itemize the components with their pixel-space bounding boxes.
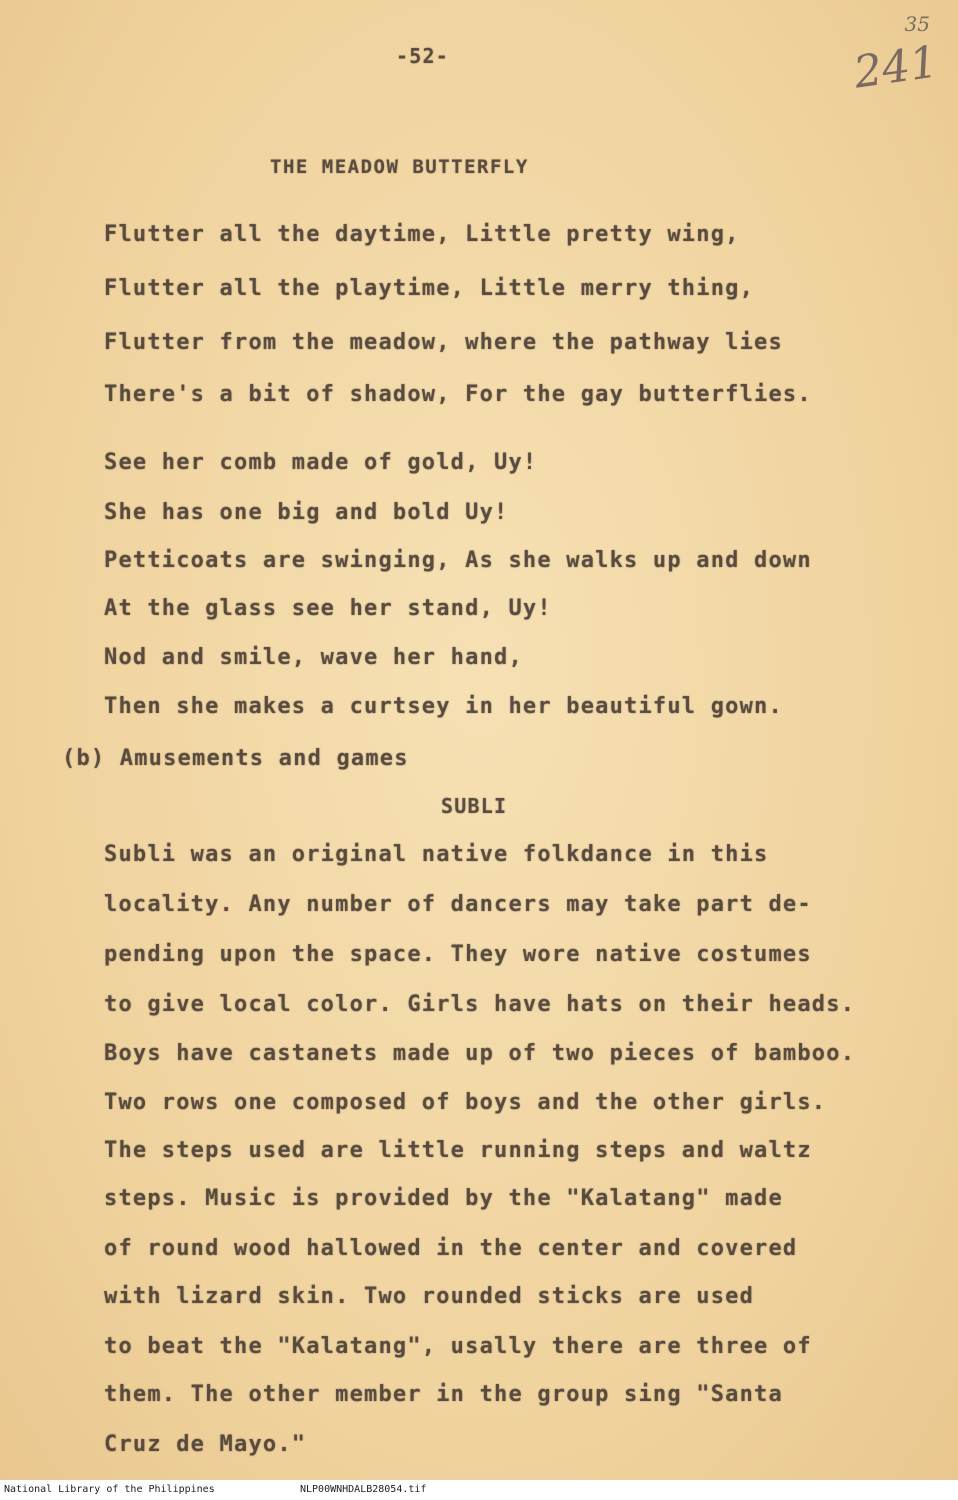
handwritten-mark: 35: [904, 12, 930, 36]
paragraph-line: of round wood hallowed in the center and covered: [104, 1236, 798, 1261]
section-heading: (b) Amusements and games: [62, 746, 409, 771]
poem-line: Flutter all the daytime, Little pretty wing,: [104, 222, 740, 247]
dance-title: SUBLI: [441, 794, 508, 818]
poem-line: Flutter from the meadow, where the pathway lies: [104, 330, 783, 355]
scan-footer: [0, 1480, 958, 1500]
paragraph-line: The steps used are little running steps and waltz: [104, 1138, 812, 1163]
poem-line: See her comb made of gold, Uy!: [104, 450, 538, 475]
paragraph-line: with lizard skin. Two rounded sticks are used: [104, 1284, 755, 1309]
paragraph-line: to give local color. Girls have hats on their heads.: [104, 992, 856, 1017]
footer-filename: NLP00WNHDALB28054.tif: [300, 1484, 427, 1495]
poem-line: Then she makes a curtsey in her beautiful gown.: [104, 694, 783, 719]
paragraph-line: Cruz de Mayo.": [104, 1432, 307, 1457]
paragraph-line: pending upon the space. They wore native costumes: [104, 942, 812, 967]
poem-line: Nod and smile, wave her hand,: [104, 645, 523, 670]
paragraph-line: steps. Music is provided by the "Kalatang" made: [104, 1186, 783, 1211]
poem-title: THE MEADOW BUTTERFLY: [270, 156, 529, 178]
paragraph-line: them. The other member in the group sing "Santa: [104, 1382, 783, 1407]
poem-line: Petticoats are swinging, As she walks up and down: [104, 548, 812, 573]
poem-line: Flutter all the playtime, Little merry thing,: [104, 276, 755, 301]
footer-library: National Library of the Philippines: [4, 1484, 215, 1495]
paragraph-line: Two rows one composed of boys and the other girls.: [104, 1090, 827, 1115]
paragraph-line: Boys have castanets made up of two pieces of bamboo.: [104, 1041, 856, 1066]
poem-line: There's a bit of shadow, For the gay butterflies.: [104, 382, 812, 407]
paragraph-line: to beat the "Kalatang", usally there are three of: [104, 1334, 812, 1359]
poem-line: At the glass see her stand, Uy!: [104, 596, 552, 621]
paragraph-line: Subli was an original native folkdance in this: [104, 842, 769, 867]
paragraph-line: locality. Any number of dancers may take part de-: [104, 892, 812, 917]
page-number: -52-: [396, 44, 449, 68]
poem-line: She has one big and bold Uy!: [104, 500, 509, 525]
handwritten-page-number: 241: [850, 36, 942, 99]
